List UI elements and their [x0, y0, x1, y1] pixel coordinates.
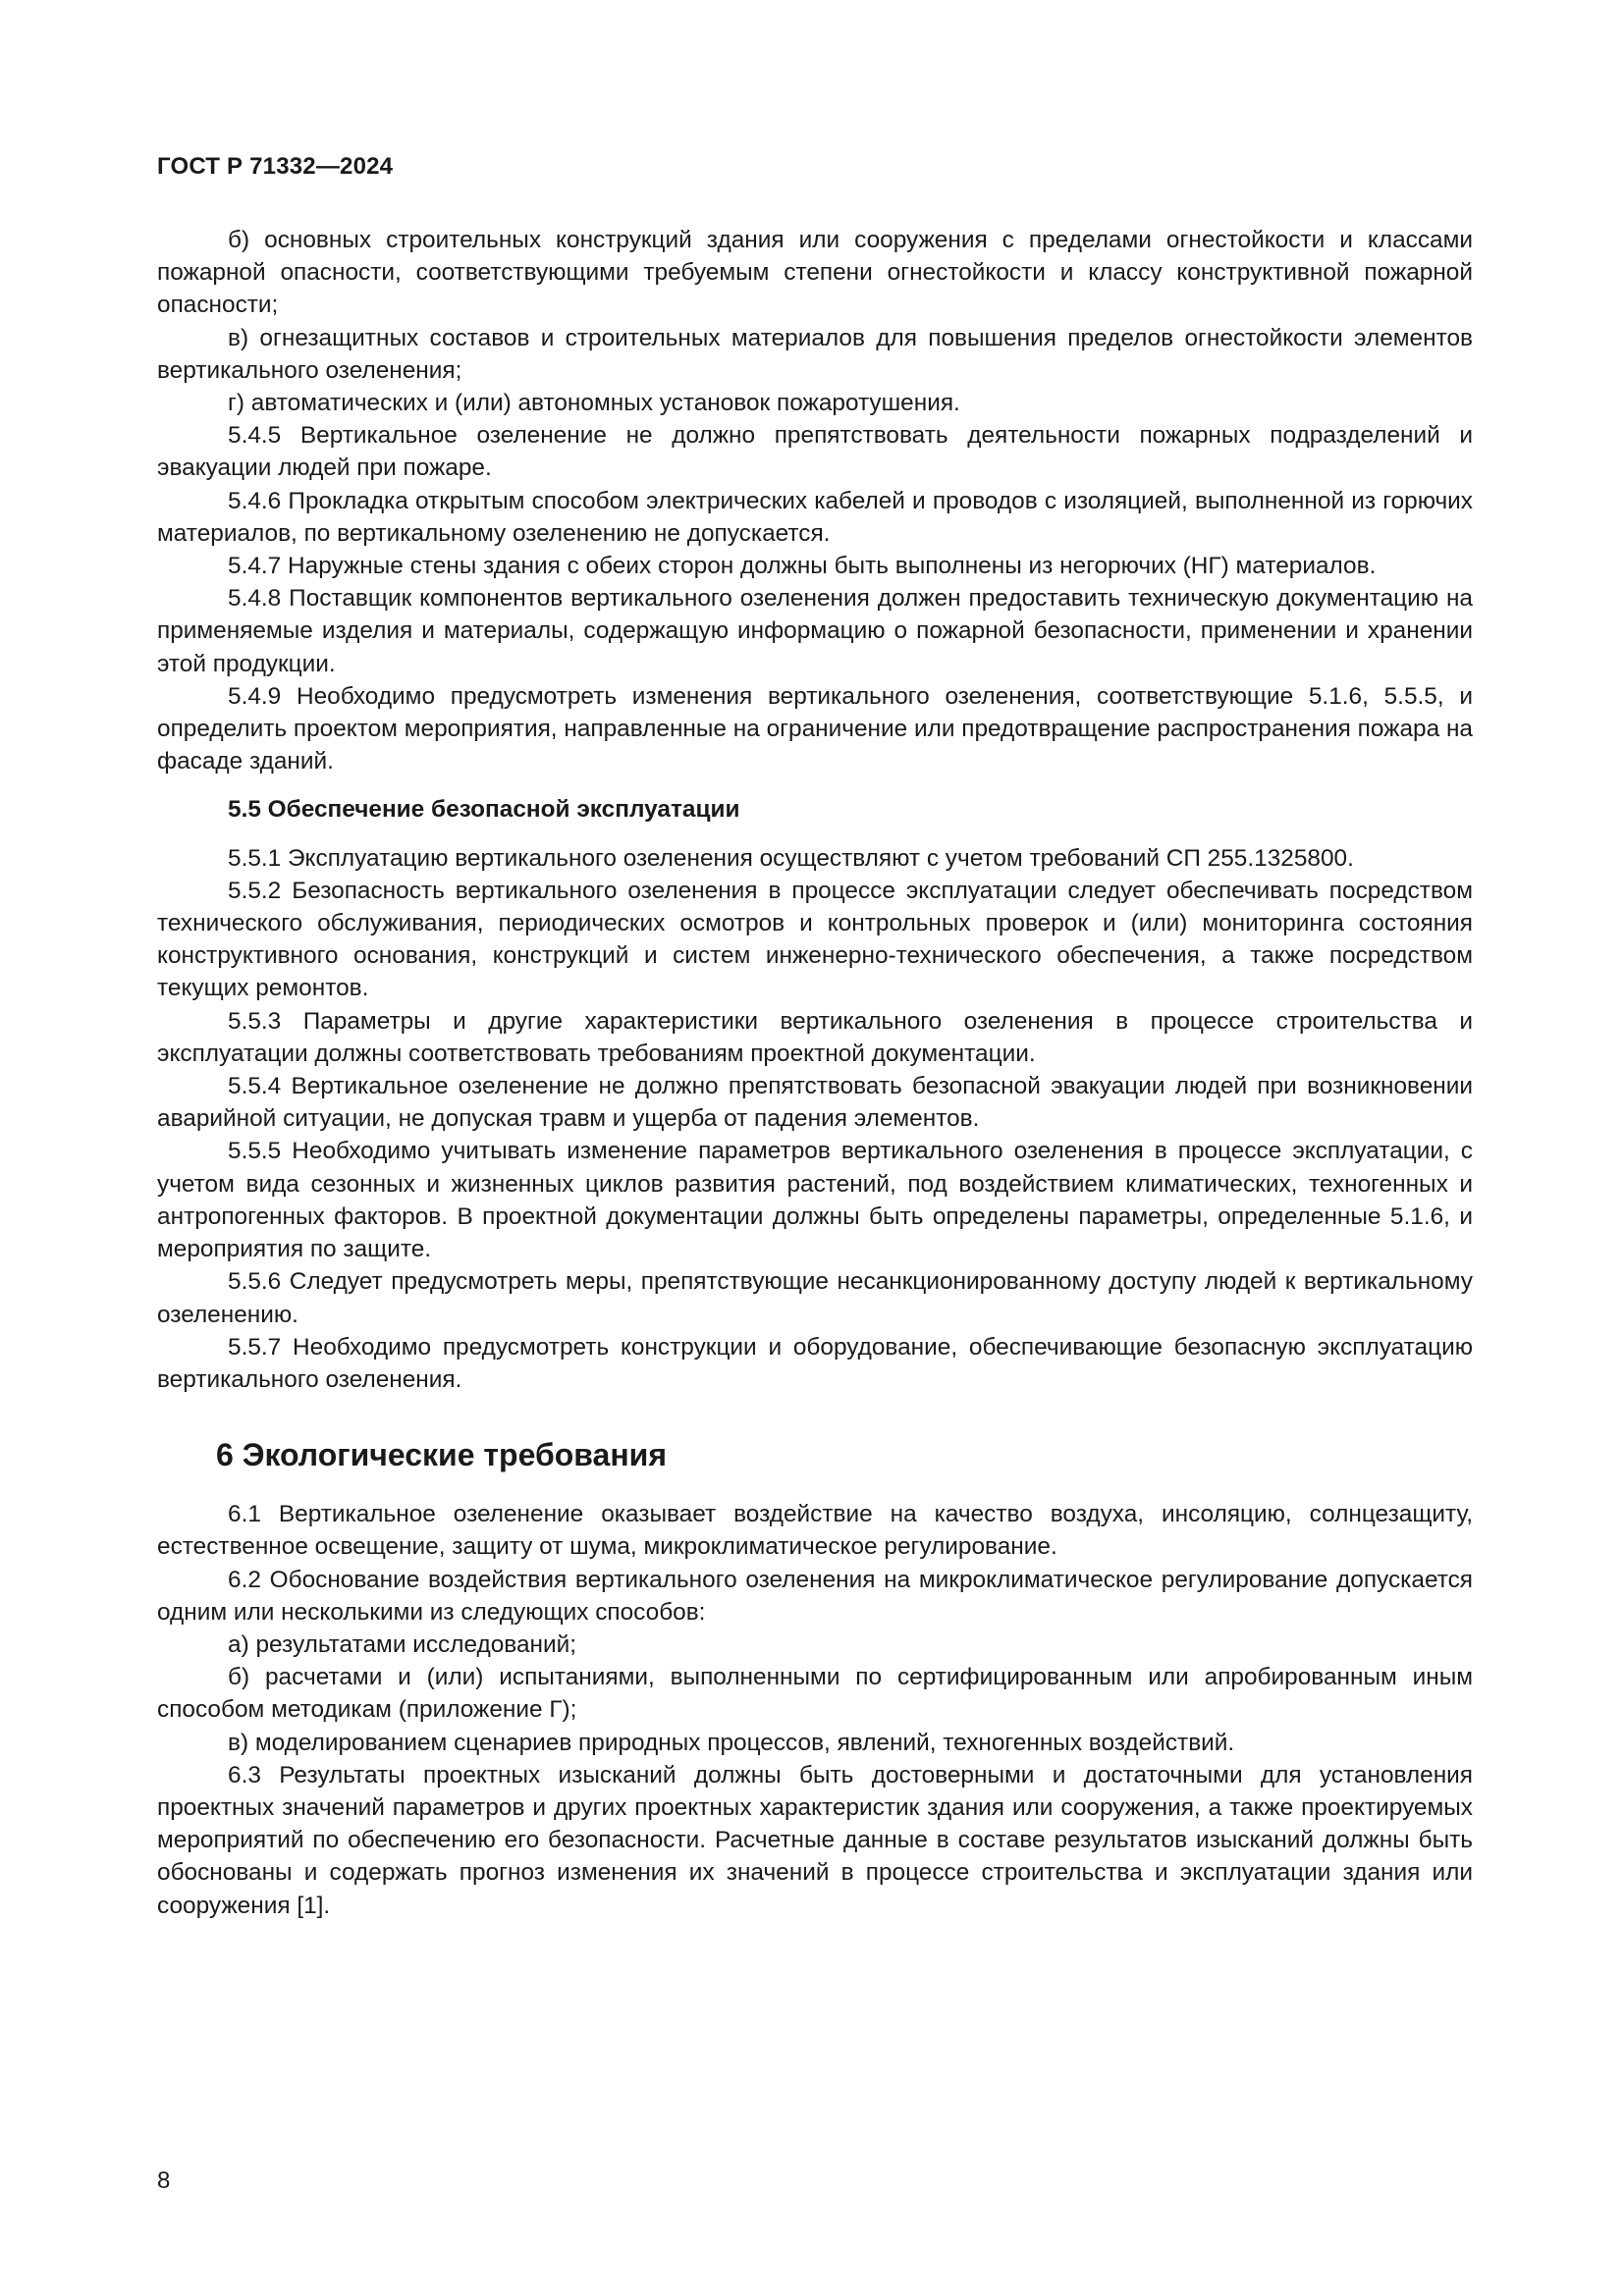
clause-5-5-6: 5.5.6 Следует предусмотреть меры, препятствующие несанкционированному доступу людей к вертикальному озеленению. — [157, 1268, 1473, 1328]
clause-5-4-9: 5.4.9 Необходимо предусмотреть изменения вертикального озеленения, соответствующие 5.1.6, 5.5.5, и определить проектом мероприятия, направленные на ограничение или предотвращение распространения пожара на фасаде зданий. — [157, 682, 1473, 775]
clause-5-4-7: 5.4.7 Наружные стены здания с обеих сторон должны быть выполнены из негорючих (НГ) материалов. — [228, 553, 1377, 580]
list-item: а) результатами исследований; — [228, 1630, 577, 1658]
page-number: 8 — [157, 2167, 171, 2194]
clause-6-1: 6.1 Вертикальное озеленение оказывает воздействие на качество воздуха, инсоляцию, солнцезащиту, естественное освещение, защиту от шума, микроклиматическое регулирование. — [157, 1501, 1473, 1561]
list-item: б) расчетами и (или) испытаниями, выполненными по сертифицированным или апробированным иным способом методикам (приложение Г); — [157, 1664, 1473, 1724]
clause-5-5-5: 5.5.5 Необходимо учитывать изменение параметров вертикального озеленения в процессе эксплуатации, с учетом вида сезонных и жизненных циклов развития растений, под воздействием климатических, техногенных и антропогенных факторов. В проектной документации должны быть определены параметры, определенные 5.1.6, и мероприятия по защите. — [157, 1138, 1473, 1263]
clause-5-5-3: 5.5.3 Параметры и другие характеристики вертикального озеленения в процессе строительства и эксплуатации должны соответствовать требованиям проектной документации. — [157, 1007, 1473, 1067]
paragraph: г) автоматических и (или) автономных установок пожаротушения. — [228, 390, 960, 417]
document-standard-id: ГОСТ Р 71332—2024 — [157, 153, 394, 180]
paragraph: б) основных строительных конструкций здания или сооружения с пределами огнестойкости и классами пожарной опасности, соответствующими требуемым степени огнестойкости и классу конструктивной пожарной опасности; — [157, 227, 1473, 319]
chapter-heading-6: 6 Экологические требования — [216, 1437, 667, 1473]
section-heading-5-5: 5.5 Обеспечение безопасной эксплуатации — [228, 796, 740, 824]
clause-5-5-4: 5.5.4 Вертикальное озеленение не должно препятствовать безопасной эвакуации людей при возникновении аварийной ситуации, не допуская травм и ущерба от падения элементов. — [157, 1073, 1473, 1133]
clause-6-2: 6.2 Обоснование воздействия вертикального озеленения на микроклиматическое регулирование допускается одним или несколькими из следующих способов: — [157, 1566, 1473, 1626]
list-item: в) моделированием сценариев природных процессов, явлений, техногенных воздействий. — [228, 1729, 1235, 1756]
clause-5-4-6: 5.4.6 Прокладка открытым способом электрических кабелей и проводов с изоляцией, выполненной из горючих материалов, по вертикальному озеленению не допускается. — [157, 487, 1473, 547]
clause-5-5-7: 5.5.7 Необходимо предусмотреть конструкции и оборудование, обеспечивающие безопасную эксплуатацию вертикального озеленения. — [157, 1333, 1473, 1393]
clause-5-5-2: 5.5.2 Безопасность вертикального озеленения в процессе эксплуатации следует обеспечивать посредством технического обслуживания, периодических осмотров и контрольных проверок и (или) мониторинга состояния конструктивного основания, конструкций и систем инженерно-технического обеспечения, а также посредством текущих ремонтов. — [157, 877, 1473, 1002]
document-body — [157, 224, 1473, 1922]
clause-5-5-1: 5.5.1 Эксплуатацию вертикального озеленения осуществляют с учетом требований СП 255.1325800. — [228, 844, 1354, 872]
clause-5-4-8: 5.4.8 Поставщик компонентов вертикального озеленения должен предоставить техническую документацию на применяемые изделия и материалы, содержащую информацию о пожарной безопасности, применении и хранении этой продукции. — [157, 585, 1473, 677]
clause-5-4-5: 5.4.5 Вертикальное озеленение не должно препятствовать деятельности пожарных подразделений и эвакуации людей при пожаре. — [157, 422, 1473, 482]
clause-6-3: 6.3 Результаты проектных изысканий должны быть достоверными и достаточными для установления проектных значений параметров и других проектных характеристик здания или сооружения, а также проектируемых мероприятий по обеспечению его безопасности. Расчетные данные в составе результатов изысканий должны быть обоснованы и содержать прогноз изменения их значений в процессе строительства и эксплуатации здания или сооружения [1]. — [157, 1761, 1473, 1919]
paragraph: в) огнезащитных составов и строительных материалов для повышения пределов огнестойкости элементов вертикального озеленения; — [157, 324, 1473, 384]
